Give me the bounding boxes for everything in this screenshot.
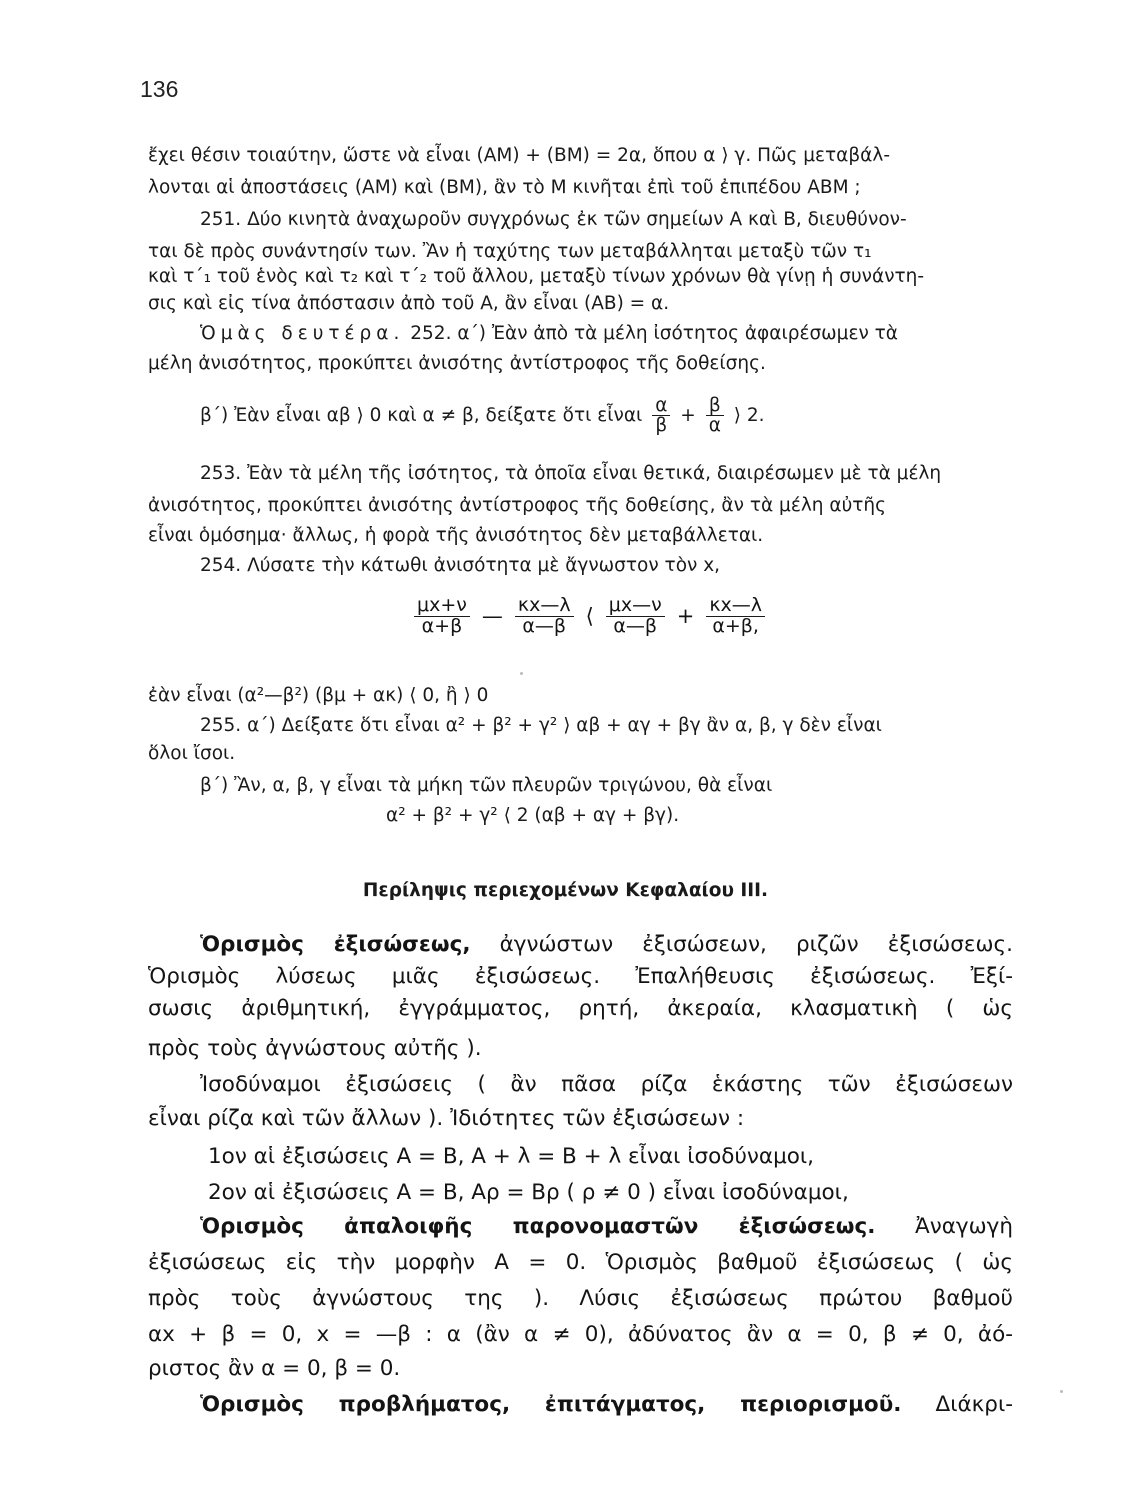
text-line: ἐὰν εἶναι (α²—β²) (βμ + ακ) ⟨ 0, ἢ ⟩ 0	[148, 685, 489, 706]
page-number: 136	[140, 76, 179, 102]
text-line: εἶναι ὁμόσημα· ἄλλως, ἡ φορὰ τῆς ἀνισότητος δὲν μεταβάλλεται.	[148, 525, 764, 546]
text-line: καὶ τ΄₁ τοῦ ἑνὸς καὶ τ₂ καὶ τ΄₂ τοῦ ἄλλου, μεταξὺ τίνων χρόνων θὰ γίνῃ ἡ συνάντη-	[148, 266, 925, 287]
summary-text: Διάκρι-	[901, 1392, 1013, 1417]
exercise-254: 254. Λύσατε τὴν κάτωθι ἀνισότητα μὲ ἄγνωστον τὸν x,	[200, 555, 721, 576]
summary-term: Ὁρισμὸς προβλήματος, ἐπιτάγματος, περιορισμοῦ.	[200, 1392, 902, 1417]
text-line: ἔχει θέσιν τοιαύτην, ὥστε νὰ εἶναι (ΑΜ) + (ΒΜ) = 2α, ὅπου α ⟩ γ. Πῶς μεταβάλ-	[148, 145, 890, 166]
group-b-line	[200, 322, 898, 346]
operator: +	[676, 604, 695, 629]
exercise-253: 253. Ἐὰν τὰ μέλη τῆς ἰσότητος, τὰ ὁποῖα εἶναι θετικά, διαιρέσωμεν μὲ τὰ μέλη	[200, 463, 942, 484]
summary-line: ριστος ἂν α = 0, β = 0.	[148, 1356, 401, 1381]
denominator: α	[708, 415, 721, 437]
text-fragment: ⟩ 2.	[733, 404, 765, 426]
summary-line: εἶναι ρίζα καὶ τῶν ἄλλων ). Ἰδιότητες τῶν ἐξισώσεων :	[148, 1106, 745, 1131]
scan-speck	[520, 672, 523, 675]
summary-line: Ὁρισμὸς λύσεως μιᾶς ἐξισώσεως. Ἐπαλήθευσις ἐξισώσεως. Ἐξί-	[148, 964, 1013, 989]
inequality-result: α² + β² + γ² ⟨ 2 (αβ + αγ + βγ).	[386, 805, 680, 826]
numerator: α	[652, 396, 670, 416]
group-b-title: Ὁμὰς δευτέρα.	[200, 323, 405, 344]
fraction-beta-over-alpha	[706, 396, 724, 436]
fraction-alpha-over-beta	[652, 396, 670, 436]
denominator: α—β	[613, 614, 658, 637]
text-line: ὅλοι ἴσοι.	[148, 743, 236, 764]
plus-sign: +	[680, 404, 696, 426]
numerator: β	[706, 396, 724, 416]
denominator: α—β	[522, 614, 567, 637]
summary-term: Ὁρισμὸς ἀπαλοιφῆς παρονομαστῶν ἐξισώσεως.	[200, 1214, 876, 1239]
summary-line: ἐξισώσεως εἰς τὴν μορφὴν Α = 0. Ὁρισμὸς βαθμοῦ ἐξισώσεως ( ὡς	[148, 1250, 1013, 1275]
text-line: λονται αἱ ἀποστάσεις (ΑΜ) καὶ (ΒΜ), ἂν τὸ Μ κινῆται ἐπὶ τοῦ ἐπιπέδου ΑΒΜ ;	[148, 177, 861, 198]
operator: —	[481, 604, 503, 629]
text-line: ἀνισότητος, προκύπτει ἀνισότης ἀντίστροφος τῆς δοθείσης, ἂν τὰ μέλη αὐτῆς	[148, 495, 886, 516]
text-line: σις καὶ εἰς τίνα ἀπόστασιν ἀπὸ τοῦ Α, ἂν εἶναι (ΑΒ) = α.	[148, 293, 670, 314]
summary-line: αx + β = 0, x = —β : α (ἂν α ≠ 0), ἀδύνατος ἂν α = 0, β ≠ 0, ἀό-	[148, 1322, 1013, 1347]
denominator: β	[655, 415, 668, 437]
inequality-formula	[410, 596, 769, 637]
summary-text: Ἀναγωγὴ	[875, 1214, 1013, 1239]
numerator: κx—λ	[515, 596, 574, 617]
text-fragment: β΄) Ἐὰν εἶναι αβ ⟩ 0 καὶ α ≠ β, δείξατε ὅτι εἶναι	[200, 404, 643, 426]
summary-line: πρὸς τοὺς ἀγνώστους της ). Λύσις ἐξισώσεως πρώτου βαθμοῦ	[148, 1286, 1013, 1311]
summary-line	[200, 1390, 1013, 1420]
denominator: α+β	[421, 614, 463, 637]
chapter-summary-heading: Περίληψις περιεχομένων Κεφαλαίου ΙΙΙ.	[362, 880, 769, 901]
exercise-252-b	[200, 396, 765, 436]
text-line: μέλη ἀνισότητος, προκύπτει ἀνισότης ἀντίστροφος τῆς δοθείσης.	[148, 353, 766, 374]
summary-line	[200, 930, 1013, 960]
formula-term	[706, 596, 765, 637]
denominator: α+β,	[712, 614, 759, 637]
summary-term: Ὁρισμὸς ἐξισώσεως,	[200, 932, 471, 957]
summary-line: 2ον αἱ ἐξισώσεις Α = Β, Αρ = Βρ ( ρ ≠ 0 ) εἶναι ἰσοδύναμοι,	[208, 1180, 849, 1205]
summary-line: Ἰσοδύναμοι ἐξισώσεις ( ἂν πᾶσα ρίζα ἑκάστης τῶν ἐξισώσεων	[200, 1072, 1013, 1097]
operator: ⟨	[585, 604, 594, 629]
text-line: ται δὲ πρὸς συνάντησίν των. Ἂν ἡ ταχύτης των μεταβάλληται μεταξὺ τῶν τ₁	[148, 241, 872, 262]
formula-term	[606, 596, 665, 637]
summary-text: ἀγνώστων ἐξισώσεων, ριζῶν ἐξισώσεως.	[470, 932, 1014, 957]
exercise-255: 255. α΄) Δείξατε ὅτι εἶναι α² + β² + γ² ⟩ αβ + αγ + βγ ἂν α, β, γ δὲν εἶναι	[200, 715, 882, 736]
formula-term	[414, 596, 470, 637]
exercise-252: 252. α΄) Ἐὰν ἀπὸ τὰ μέλη ἰσότητος ἀφαιρέσωμεν τὰ	[404, 323, 898, 344]
numerator: μx+ν	[414, 596, 470, 617]
numerator: κx—λ	[706, 596, 765, 617]
summary-line: 1ον αἱ ἐξισώσεις Α = Β, Α + λ = Β + λ εἶναι ἰσοδύναμοι,	[208, 1144, 815, 1169]
scan-speck	[1060, 1390, 1063, 1393]
numerator: μx—ν	[606, 596, 665, 617]
summary-line: σωσις ἀριθμητική, ἐγγράμματος, ρητή, ἀκεραία, κλασματικὴ ( ὡς	[148, 996, 1013, 1021]
exercise-255-b: β΄) Ἂν, α, β, γ εἶναι τὰ μήκη τῶν πλευρῶν τριγώνου, θὰ εἶναι	[200, 775, 773, 796]
summary-line	[200, 1212, 1013, 1242]
formula-term	[515, 596, 574, 637]
summary-line: πρὸς τοὺς ἀγνώστους αὐτῆς ).	[148, 1036, 482, 1061]
exercise-251: 251. Δύο κινητὰ ἀναχωροῦν συγχρόνως ἐκ τῶν σημείων Α καὶ Β, διευθύνον-	[200, 209, 907, 230]
